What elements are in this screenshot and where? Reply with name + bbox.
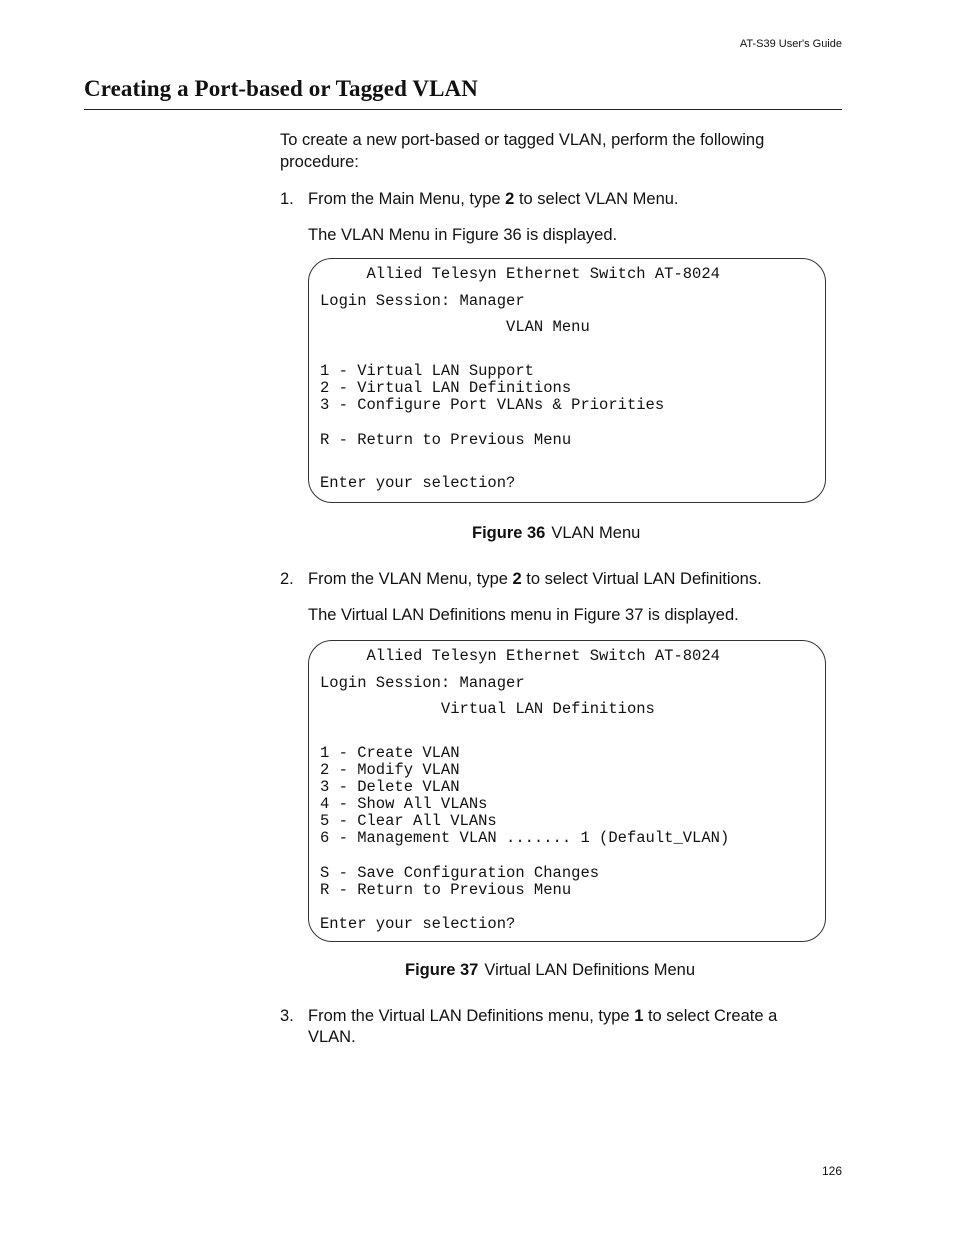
- caption-text: VLAN Menu: [551, 524, 641, 542]
- step-2-result: The Virtual LAN Definitions menu in Figure 37 is displayed.: [308, 606, 739, 624]
- step-number: 2.: [280, 570, 294, 588]
- terminal-line: Enter your selection?: [320, 474, 516, 492]
- terminal-line: Allied Telesyn Ethernet Switch AT-8024: [320, 647, 720, 665]
- terminal-line: 2 - Virtual LAN Definitions: [320, 379, 572, 397]
- step-key: 1: [634, 1007, 644, 1025]
- vlan-menu-terminal: [308, 258, 826, 503]
- step-text: [308, 569, 818, 590]
- step-key: 2: [505, 190, 515, 208]
- step-text-post: to select Virtual LAN Definitions.: [521, 570, 762, 588]
- terminal-line: VLAN Menu: [320, 318, 590, 336]
- intro-line-2: procedure:: [280, 153, 359, 171]
- figure-37-caption: [405, 961, 695, 980]
- intro-line-1: To create a new port-based or tagged VLAN, perform the following: [280, 131, 765, 149]
- step-1-result: The VLAN Menu in Figure 36 is displayed.: [308, 226, 618, 244]
- step-text-pre: From the Main Menu, type: [308, 190, 506, 208]
- running-header: AT-S39 User's Guide: [739, 38, 842, 50]
- step-text-post: to select Create a: [643, 1007, 778, 1025]
- step-3: [280, 1006, 820, 1050]
- step-text-pre: From the VLAN Menu, type: [308, 570, 513, 588]
- page-number: 126: [821, 1164, 842, 1178]
- step-text-continued: VLAN.: [308, 1028, 356, 1046]
- terminal-line: 5 - Clear All VLANs: [320, 812, 497, 830]
- terminal-line: 4 - Show All VLANs: [320, 795, 488, 813]
- step-text-post: to select VLAN Menu.: [514, 190, 679, 208]
- terminal-line: Enter your selection?: [320, 915, 516, 933]
- virtual-lan-definitions-terminal: [308, 640, 826, 942]
- terminal-line: S - Save Configuration Changes: [320, 864, 600, 882]
- step-text: [308, 189, 818, 210]
- terminal-line: Allied Telesyn Ethernet Switch AT-8024: [320, 265, 720, 283]
- caption-label: Figure 36: [472, 524, 546, 542]
- step-text: [308, 1006, 818, 1048]
- caption-text: Virtual LAN Definitions Menu: [484, 961, 695, 979]
- step-text-pre: From the Virtual LAN Definitions menu, type: [308, 1007, 635, 1025]
- terminal-line: Login Session: Manager: [320, 674, 525, 692]
- terminal-line: 1 - Virtual LAN Support: [320, 362, 534, 380]
- page-title: Creating a Port-based or Tagged VLAN: [84, 76, 478, 101]
- caption-label: Figure 37: [405, 961, 479, 979]
- step-number: 1.: [280, 190, 294, 208]
- terminal-line: 1 - Create VLAN: [320, 744, 460, 762]
- terminal-line: R - Return to Previous Menu: [320, 431, 572, 449]
- terminal-line: 3 - Configure Port VLANs & Priorities: [320, 396, 665, 414]
- step-key: 2: [512, 570, 522, 588]
- terminal-line: 6 - Management VLAN ....... 1 (Default_VLAN): [320, 829, 730, 847]
- terminal-line: Virtual LAN Definitions: [320, 700, 655, 718]
- terminal-line: 3 - Delete VLAN: [320, 778, 460, 796]
- terminal-line: 2 - Modify VLAN: [320, 761, 460, 779]
- title-rule: [84, 109, 842, 110]
- figure-36-caption: [472, 524, 640, 543]
- terminal-line: R - Return to Previous Menu: [320, 881, 572, 899]
- step-number: 3.: [280, 1007, 294, 1025]
- terminal-line: Login Session: Manager: [320, 292, 525, 310]
